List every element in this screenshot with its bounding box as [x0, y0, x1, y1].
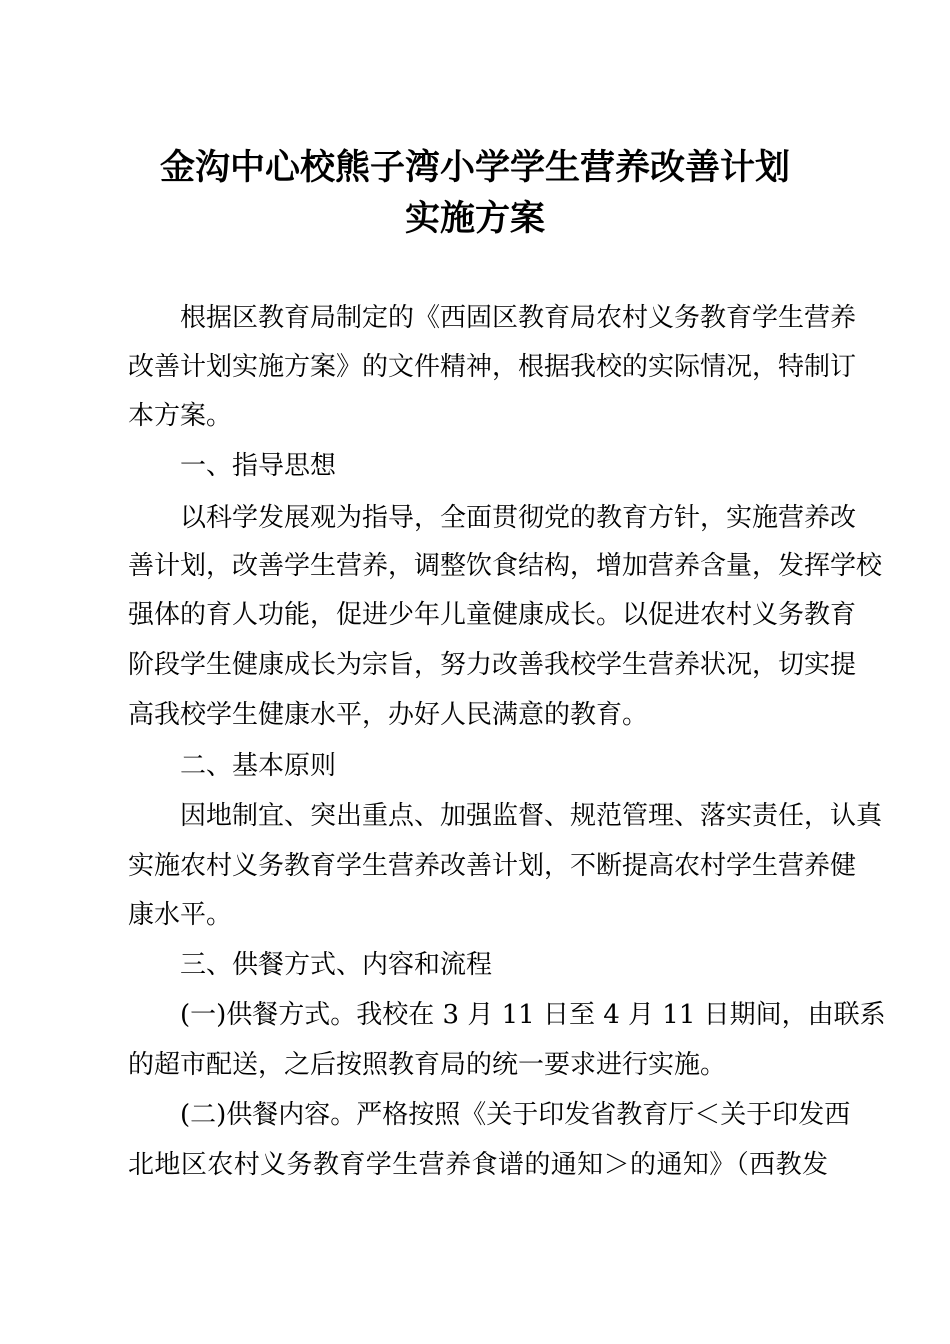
document-subtitle: 实施方案 [404, 199, 545, 239]
paragraph-line: 本方案。 [128, 401, 233, 431]
paragraph-line: 北地区农村义务教育学生营养食谱的通知＞的通知》（西教发 [128, 1150, 828, 1180]
paragraph-line: (二)供餐内容。严格按照《关于印发省教育厅＜关于印发西 [180, 1100, 851, 1130]
paragraph-line: 康水平。 [128, 900, 233, 930]
paragraph-line: 阶段学生健康成长为宗旨，努力改善我校学生营养状况，切实提 [128, 650, 857, 680]
paragraph-line: 强体的育人功能，促进少年儿童健康成长。以促进农村义务教育 [128, 600, 857, 630]
paragraph-line: 改善计划实施方案》的文件精神，根据我校的实际情况，特制订 [128, 352, 857, 382]
paragraph-line: 实施农村义务教育学生营养改善计划，不断提高农村学生营养健 [128, 851, 857, 881]
section-heading: 三、供餐方式、内容和流程 [180, 950, 493, 980]
document-title: 金沟中心校熊子湾小学学生营养改善计划 [159, 148, 790, 188]
section-heading: 一、指导思想 [180, 451, 337, 481]
section-heading: 二、基本原则 [180, 751, 337, 781]
paragraph-line: (一)供餐方式。我校在 3 月 11 日至 4 月 11 日期间，由联系 [180, 1000, 886, 1030]
paragraph-line: 高我校学生健康水平，办好人民满意的教育。 [128, 700, 649, 730]
paragraph-line: 的超市配送，之后按照教育局的统一要求进行实施。 [128, 1050, 727, 1080]
paragraph-line: 因地制宜、突出重点、加强监督、规范管理、落实责任，认真 [180, 801, 883, 831]
paragraph-line: 善计划，改善学生营养，调整饮食结构，增加营养含量，发挥学校 [128, 551, 883, 581]
paragraph-line: 以科学发展观为指导，全面贯彻党的教育方针，实施营养改 [180, 503, 857, 533]
paragraph-line: 根据区教育局制定的《西固区教育局农村义务教育学生营养 [180, 303, 857, 333]
